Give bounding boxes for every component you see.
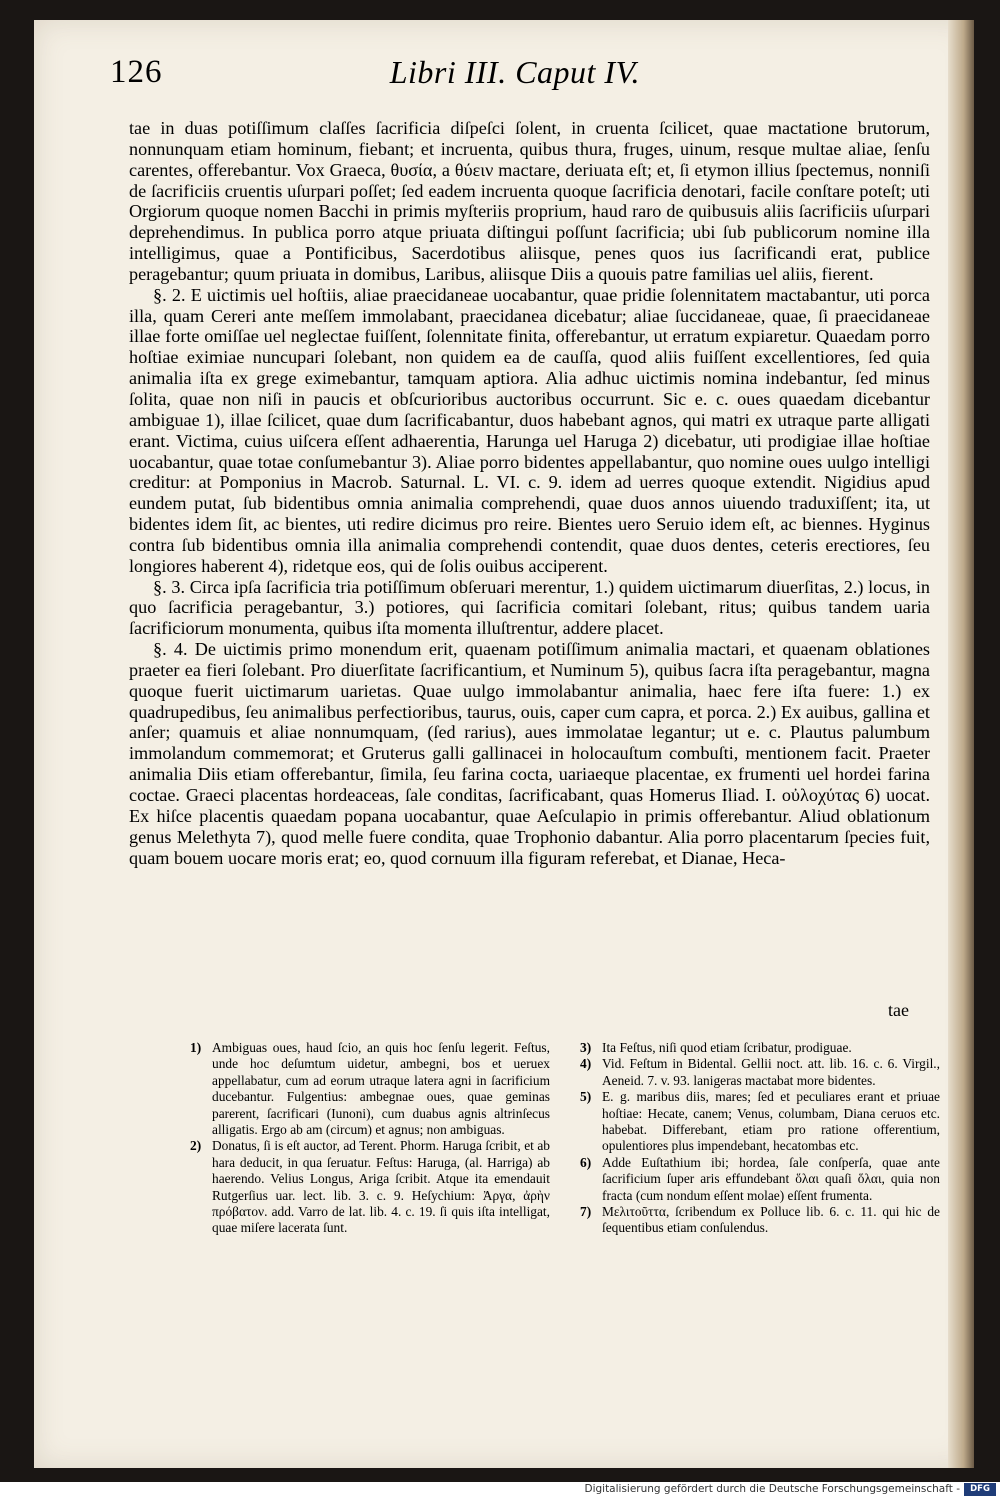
book-spine-shadow — [948, 20, 974, 1468]
footnote-4 — [580, 1056, 940, 1089]
footnote-text: E. g. maribus diis, mares; ſed et peculiares erant et priuae hoſtiae: Hecate, canem; Venus, columbam, Diana ceruos etc. habebat. Differebant, etiam pro ratione offerentium, opulentiores plus impendebant, hecatombas etc. — [602, 1089, 940, 1154]
footnote-text: Vid. Feſtum in Bidental. Gellii noct. att. lib. 16. c. 6. Virgil., Aeneid. 7. v. 93. lanigeras mactabat more bidentes. — [602, 1056, 940, 1088]
footnotes — [150, 1040, 940, 1300]
funding-credit: Digitalisierung gefördert durch die Deutsche Forschungsgemeinschaft - — [584, 1483, 960, 1495]
footnote-6 — [580, 1155, 940, 1204]
footnote-mark: 5) — [580, 1089, 592, 1105]
paragraph-section-4: §. 4. De uictimis primo monendum erit, quaenam potiſſimum animalia mactari, et quaenam oblationes praeter ea fieri ſolebant. Pro diuerſitate ſacrificantium, et Numinum 5), quibus ſacra iſta peragebantur, magna quoque fuerit uictimarum uarietas. Quae uulgo immolabantur animalia, haec fere iſta fuere: 1.) ex quadrupedibus, ſeu animalibus perfectioribus, taurus, ouis, caper cum capra, et porca. 2.) Ex auibus, gallina et anſer; quamuis et aliae nonnumquam, (ſed rarius), aues immolatae legantur; ut e. c. Plautus palumbum immolandum commemorat; et Gruterus galli gallinacei in holocauſtum combuſti, mentionem facit. Praeter animalia Diis etiam offerebantur, ſimila, ſeu farina cocta, uariaeque placentae, ex frumenti uel hordei farina coctae. Graeci placentas hordeaceas, ſale conditas, ſacrificabant, quas Homerus Iliad. I. οὐλοχύτας 6) uocat. Ex hiſce placentis quaedam popana uocabantur, quae Aeſculapio in primis offerebantur. Aliud oblationum genus Melethyta 7), quod melle fuere condita, quae Trophonio dabantur. Alia porro placentarum ſpecies fuit, quam bouem uocare moris erat; eo, quod cornuum illa figuram referebat, et Dianae, Heca- — [129, 639, 930, 868]
footnote-text: Μελιτοῦττα, ſcribendum ex Polluce lib. 6. c. 11. qui hic de ſequentibus etiam conſulendus. — [602, 1204, 940, 1236]
footnote-2 — [190, 1138, 550, 1236]
footnote-7 — [580, 1204, 940, 1237]
page-number: 126 — [110, 54, 163, 90]
paragraph-section-3: §. 3. Circa ipſa ſacrificia tria potiſſimum obſeruari merentur, 1.) quidem uictimarum diuerſitas, 2.) locus, in quo ſacrificia peragebantur, 3.) potiores, qui ſacrificia comitari ſolebant, ritus; quibus tandem uaria ſacrificiorum monumenta, quibus iſta momenta illuſtrentur, addere placet. — [129, 576, 930, 639]
catchword: tae — [888, 1000, 909, 1020]
footnote-mark: 2) — [190, 1138, 202, 1154]
main-text — [129, 118, 930, 868]
dfg-logo: DFG — [964, 1483, 996, 1496]
paragraph-intro: tae in duas potiſſimum claſſes ſacrificia diſpeſci ſolent, in cruenta ſcilicet, quae mactatione brutorum, nonnunquam etiam hominum, fiebant; et incruenta, quibus thura, fruges, uinum, resque multae aliae, ſenſu carentes, offerebantur. Vox Graeca, θυσία, a θύειν mactare, deriuata eſt; et, ſi etymon illius ſpectemus, nonniſi de ſacrificiis cruentis uſurpari poſſet; ſed eadem incruenta quoque ſacrificia denotari, facile conſtare poteſt; uti Orgiorum quoque nomen Bacchi in primis myſteriis proprium, haud raro de quibusuis aliis ſacrificiis uſurpari deprehendimus. In publica porro atque priuata diſtingui poſſunt ſacrificia; ubi ſub publicorum nomine illa intelligimus, quae a Pontificibus, Sacerdotibus aliisque, penes quos ius ſacrificandi erat, publice peragebantur; quum priuata in domibus, Laribus, aliisque Diis a quouis patre familias uel aliis, fierent. — [129, 118, 930, 284]
running-head — [110, 54, 640, 104]
footnote-text: Ambiguas oues, haud ſcio, an quis hoc ſenſu legerit. Feſtus, unde hoc deſumtum uidetur, ambegni, bos et ueruex appellabatur, cum ad eorum utraque latera agni in ſacrificium ducebantur. Fulgentius: ambegnae oues, quae geminas parerent, ſacrificari (Iunoni), cum duabus agnis altrinſecus alligatis. Ergo ab am (circum) et agnus; non ambiguas. — [212, 1040, 550, 1138]
footnote-text: Donatus, ſi is eſt auctor, ad Terent. Phorm. Haruga ſcribit, et ab hara deducit, in qua ſeruatur. Feſtus: Haruga, (al. Harriga) ab haerendo. Velius Longus, Ariga ſcribit. Atque ita emendauit Rutgerſius uar. lect. lib. 3. c. 9. Heſychium: Ἀργα, ἀρὴν πρόβατον. add. Varro de lat. lib. 4. c. 19. ſi quis iſta intelligat, quae miſere lacerata ſunt. — [212, 1138, 550, 1236]
footnote-text: Ita Feſtus, niſi quod etiam ſcribatur, prodiguae. — [602, 1040, 852, 1055]
running-title: Libri III. Caput IV. — [389, 54, 640, 90]
footnote-mark: 4) — [580, 1056, 592, 1072]
footnote-mark: 3) — [580, 1040, 592, 1055]
paragraph-section-2: §. 2. E uictimis uel hoſtiis, aliae praecidaneae uocabantur, quae pridie ſolennitatem mactabantur, uti porca illa, quam Cereri ante meſſem immolabant, praecidanea dicebatur; aliae ſuccidaneae, quae, ſi praecidaneae illae forte omiſſae uel neglectae fuiſſent, ſolennitate finita, offerebantur, ut erratum expiaretur. Quaedam porro hoſtiae eximiae nuncupari ſolebant, non quidem ea de cauſſa, quod aliis fuiſſent excellentiores, ſed quia animalia iſta ex grege eximebantur, tamquam aptiora. Alia adhuc uictimis nomina indebantur, ſed minus ſolita, quae non niſi in paucis et obſcurioribus auctoribus occurrunt. Sic e. c. oues quaedam dicebantur ambiguae 1), illae ſcilicet, quae dum ſacrificabantur, duos habebant agnos, qui matri ex utraque parte alligati erant. Victima, cuius uiſcera eſſent adhaerentia, Harunga uel Haruga 2) dicebatur, uti prodigiae illae hoſtiae uocabantur, quae totae conſumebantur 3). Aliae porro bidentes appellabantur, quo nomine oues uulgo intelligi creditur: at Pomponius in Macrob. Saturnal. L. VI. c. 9. idem ad uerres quoque extendit. Nigidius apud eundem putat, ſub bidentibus omnia animalia comprehendi, quae duos annos uiuendo traduxiſſent; ita, ut bidentes idem ſit, ac bientes, uti redire dicimus pro reire. Bientes uero Seruio idem eſt, ac biennes. Hyginus contra ſub bidentibus omnia illa animalia comprehendi contendit, quae duos dentes, ceteris erectiores, ſeu longiores haberent 4), ridetque eos, qui de ſolis ouibus acciperent. — [129, 284, 930, 576]
footnotes-right-column — [580, 1040, 940, 1237]
footnote-1 — [190, 1040, 550, 1138]
footer-bar — [0, 1482, 1000, 1497]
footnote-mark: 7) — [580, 1204, 592, 1220]
footnotes-left-column — [190, 1040, 550, 1237]
footnote-3 — [580, 1040, 940, 1056]
footnote-mark: 6) — [580, 1154, 592, 1170]
footnote-mark: 1) — [190, 1040, 202, 1055]
footnote-text: Adde Euſtathium ibi; hordea, ſale conſperſa, quae ante ſacrificium ſuper aris effundebant ὅλαι quaſi ὅλαι, quia non fracta (cum nondum eſſent molae) eſſent frumenta. — [602, 1154, 940, 1203]
footnote-5 — [580, 1089, 940, 1155]
